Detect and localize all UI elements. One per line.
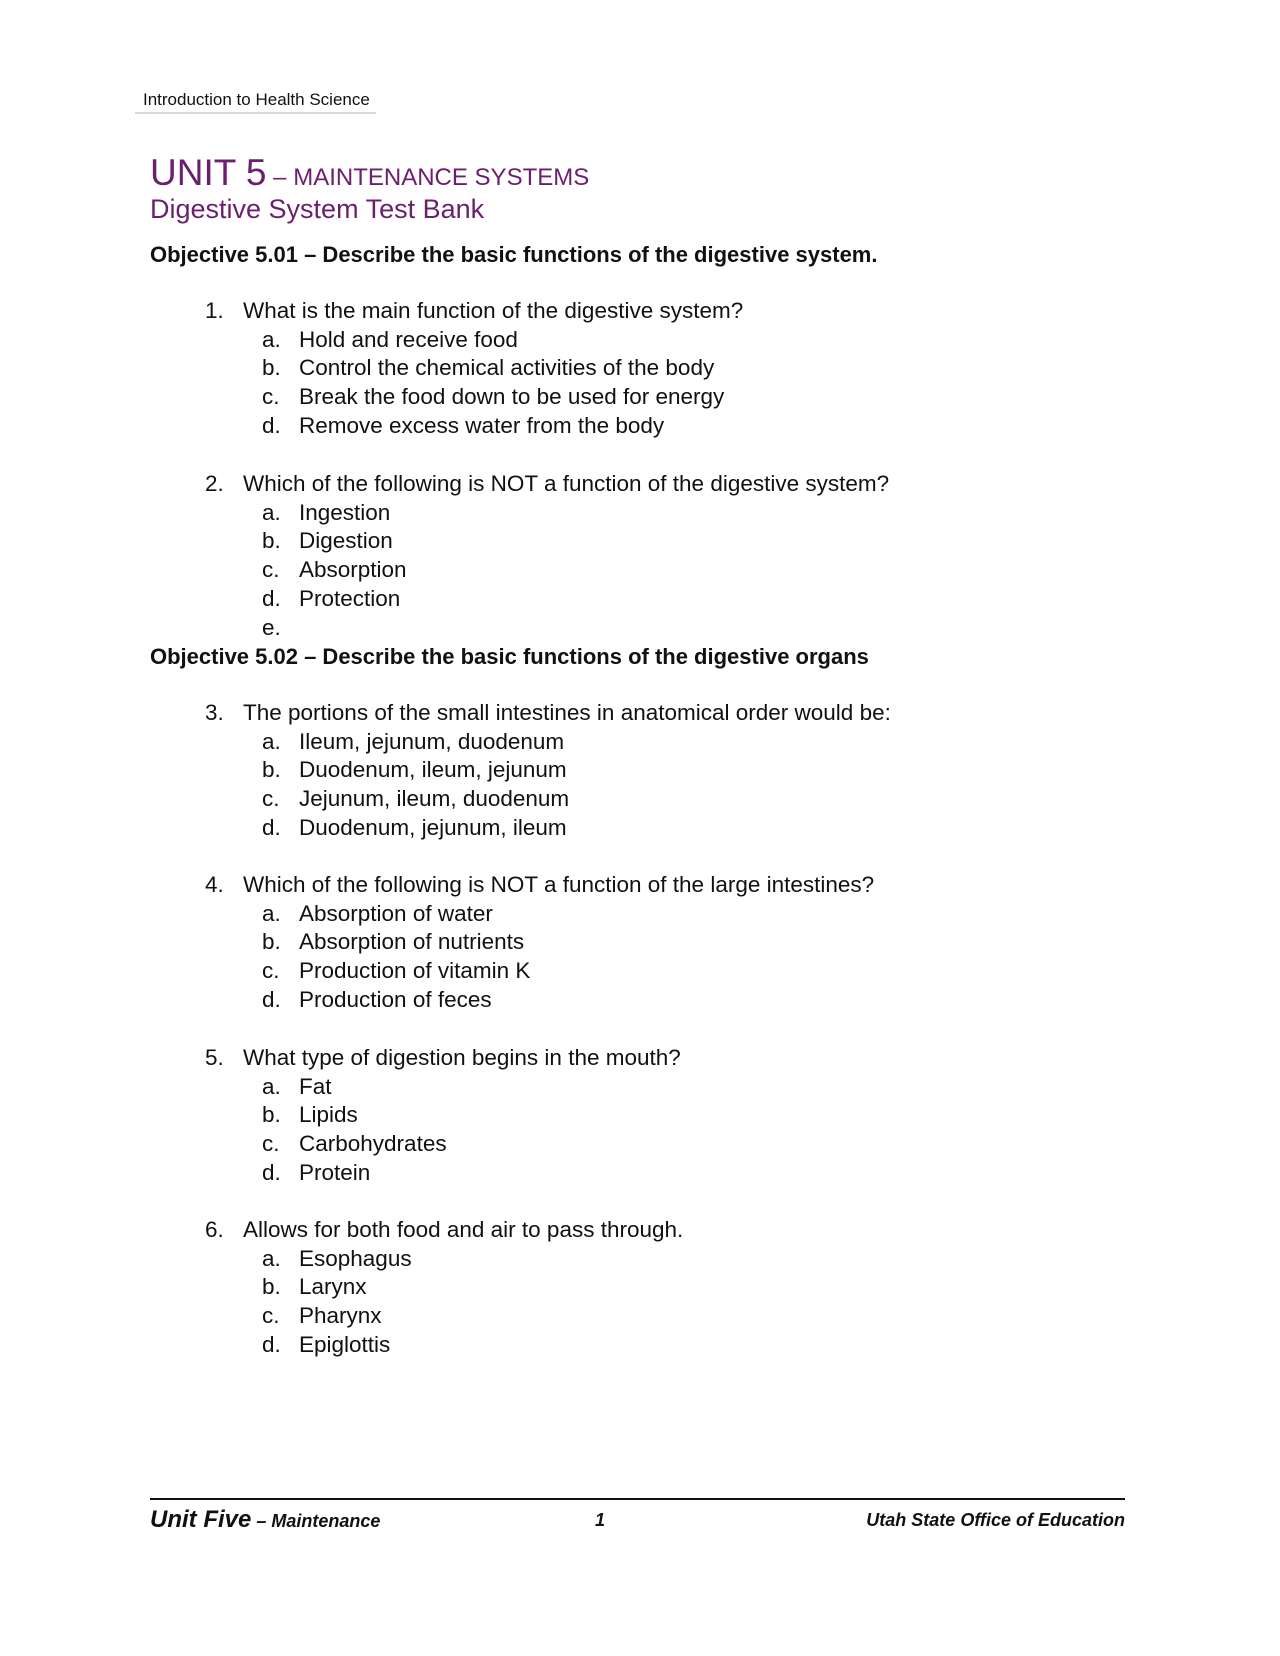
answer-option: d. Epiglottis: [262, 1331, 391, 1357]
answer-option: d. Remove excess water from the body: [262, 412, 665, 438]
question-text: What is the main function of the digestive system?: [243, 298, 744, 323]
answer-option: b. Duodenum, ileum, jejunum: [262, 757, 567, 783]
answer-option: d. Duodenum, jejunum, ileum: [262, 814, 567, 840]
question-text: Which of the following is NOT a function of the digestive system?: [243, 471, 890, 496]
answer-option: d. Protection: [262, 585, 401, 611]
question-text: What type of digestion begins in the mouth?: [243, 1045, 681, 1070]
answer-option: c. Break the food down to be used for energy: [262, 384, 725, 410]
answer-option: c. Absorption: [262, 557, 407, 583]
test-bank-title: Digestive System Test Bank: [150, 194, 485, 224]
question: [205, 297, 743, 441]
question: [205, 1216, 683, 1360]
question-number: 4.: [205, 872, 224, 897]
objective-heading: Objective 5.01 – Describe the basic functions of the digestive system.: [150, 242, 878, 267]
unit-subtitle: – MAINTENANCE SYSTEMS: [266, 164, 590, 191]
course-header: Introduction to Health Science: [135, 90, 376, 114]
question-number: 1.: [205, 298, 224, 323]
question: [205, 871, 874, 1015]
answer-option: c. Carbohydrates: [262, 1131, 447, 1157]
question-text: The portions of the small intestines in anatomical order would be:: [243, 700, 891, 725]
answer-option: d. Production of feces: [262, 986, 492, 1012]
answer-option: d. Protein: [262, 1159, 371, 1185]
question-number: 5.: [205, 1045, 224, 1070]
answer-option: c. Jejunum, ileum, duodenum: [262, 786, 570, 812]
objective-heading: Objective 5.02 – Describe the basic functions of the digestive organs: [150, 644, 869, 669]
question-number: 3.: [205, 700, 224, 725]
answer-option: b. Lipids: [262, 1102, 358, 1128]
answer-option: a. Absorption of water: [262, 900, 493, 926]
question: [205, 699, 891, 843]
answer-option: c. Production of vitamin K: [262, 958, 531, 984]
answer-option: a. Fat: [262, 1073, 332, 1099]
answer-option: a. Ileum, jejunum, duodenum: [262, 728, 565, 754]
question-number: 2.: [205, 471, 224, 496]
answer-option: b. Digestion: [262, 528, 393, 554]
unit-title: [150, 152, 589, 194]
answer-option: c. Pharynx: [262, 1303, 382, 1329]
answer-option: b. Control the chemical activities of the body: [262, 355, 715, 381]
unit-number: UNIT 5: [150, 152, 267, 193]
answer-option: a. Esophagus: [262, 1245, 412, 1271]
answer-option: e.: [262, 614, 281, 640]
footer-divider: [150, 1498, 1125, 1500]
question: [205, 470, 889, 642]
answer-option: b. Absorption of nutrients: [262, 929, 525, 955]
footer-organization: Utah State Office of Education: [866, 1510, 1125, 1530]
answer-option: a. Hold and receive food: [262, 326, 518, 352]
footer-unit: Unit Five – Maintenance: [150, 1506, 381, 1533]
question-text: Which of the following is NOT a function of the large intestines?: [243, 872, 875, 897]
answer-option: b. Larynx: [262, 1274, 367, 1300]
question: [205, 1044, 681, 1188]
page-number: 1: [595, 1510, 606, 1530]
question-text: Allows for both food and air to pass through.: [243, 1217, 684, 1242]
question-number: 6.: [205, 1217, 224, 1242]
answer-option: a. Ingestion: [262, 499, 391, 525]
